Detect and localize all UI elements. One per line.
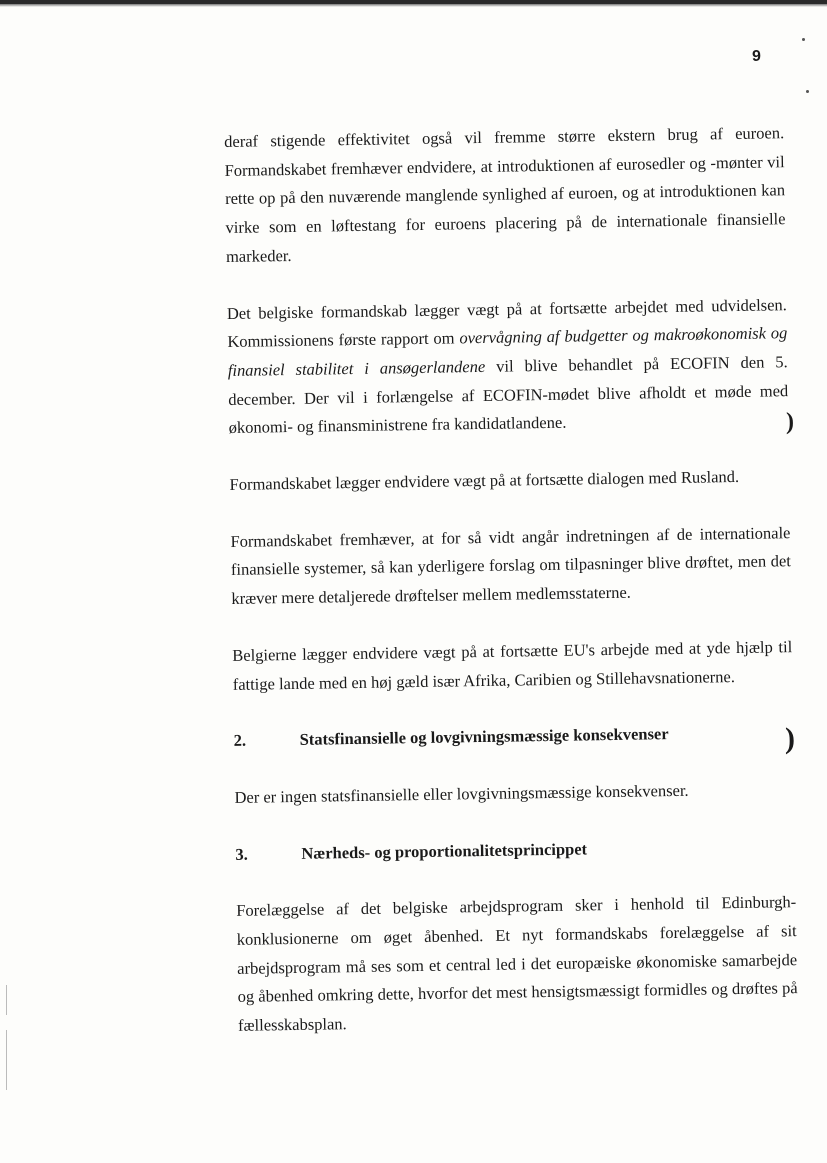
section-body: Forelæggelse af det belgiske arbejdsprogram sker i henhold til Edinburgh-konklusionerne om øget åbenhed. Et nyt formandskabs forelæggelse af sit arbejdsprogram må ses som et central led i det europæiske økonomiske samarbejde og åbenhed omkring dette, hvorfor det mest hensigtsmæssigt formidles og drøftes på fællesskabsplan.	[236, 892, 798, 1036]
page-number: 9	[752, 48, 761, 65]
paragraph-1: deraf stigende effektivitet også vil fremme større ekstern brug af euroen. Formandskabet fremhæver endvidere, at introduktionen af eurosedler og -mønter vil rette op på den nuværende manglende synlighed af euroen, og at introduktionen kan virke som en løftestang for euroens placering på de internationale finansielle markeder.	[224, 123, 786, 266]
paragraph-5: Belgierne lægger endvidere vægt på at fortsætte EU's arbejde med at yde hjælp til fattige lande med en høj gæld især Afrika, Caribien og Stillehavsnationerne.	[232, 636, 793, 694]
section-number: 2.	[233, 730, 247, 751]
section-number: 3.	[235, 844, 248, 864]
section-title: Nærheds- og proportionalitetsprincippet	[301, 839, 588, 863]
paragraph-2-text-b: vil blive behandlet på ECOFIN den 5. december. Der vil i forlængelse af ECOFIN-mødet blive afholdt et møde med økonomi- og finansministrene fra kandidatlandene.	[228, 352, 789, 438]
section-title: Statsfinansielle og lovgivningsmæssige konsekvenser	[299, 724, 669, 750]
paragraph-2-text-a: Det belgiske formandskab lægger vægt på at fortsætte arbejdet med udvidelsen. Kommissionens første rapport om	[226, 294, 787, 352]
paragraph-3: Formandskabet lægger endvidere vægt på at fortsætte dialogen med Rusland.	[229, 466, 740, 494]
scan-speck	[802, 38, 805, 41]
section-body: Der er ingen statsfinansielle eller lovgivningsmæssige konsekvenser.	[234, 780, 689, 807]
section-2	[233, 718, 794, 812]
paragraph-2	[227, 291, 789, 443]
section-heading	[235, 832, 795, 869]
scan-artifact-line	[6, 985, 7, 1015]
scan-artifact-line	[6, 1030, 7, 1090]
section-3	[235, 832, 798, 1041]
margin-mark: )	[785, 722, 795, 755]
paragraph-4: Formandskabet fremhæver, at for så vidt angår indretningen af de internationale finansielle systemer, så kan yderligere forslag om tilpasninger blive drøftet, men det kræver mere detaljerede drøftelser mellem medlemsstaterne.	[230, 522, 792, 609]
report-title: overvågning af budgetter og makroøkonomisk og finansiel stabilitet i ansøgerlandene	[227, 323, 788, 380]
scan-edge-shadow	[0, 4, 827, 7]
section-heading	[233, 718, 793, 755]
document-body	[224, 119, 799, 1069]
margin-mark: )	[786, 409, 794, 435]
scan-speck	[806, 90, 809, 93]
